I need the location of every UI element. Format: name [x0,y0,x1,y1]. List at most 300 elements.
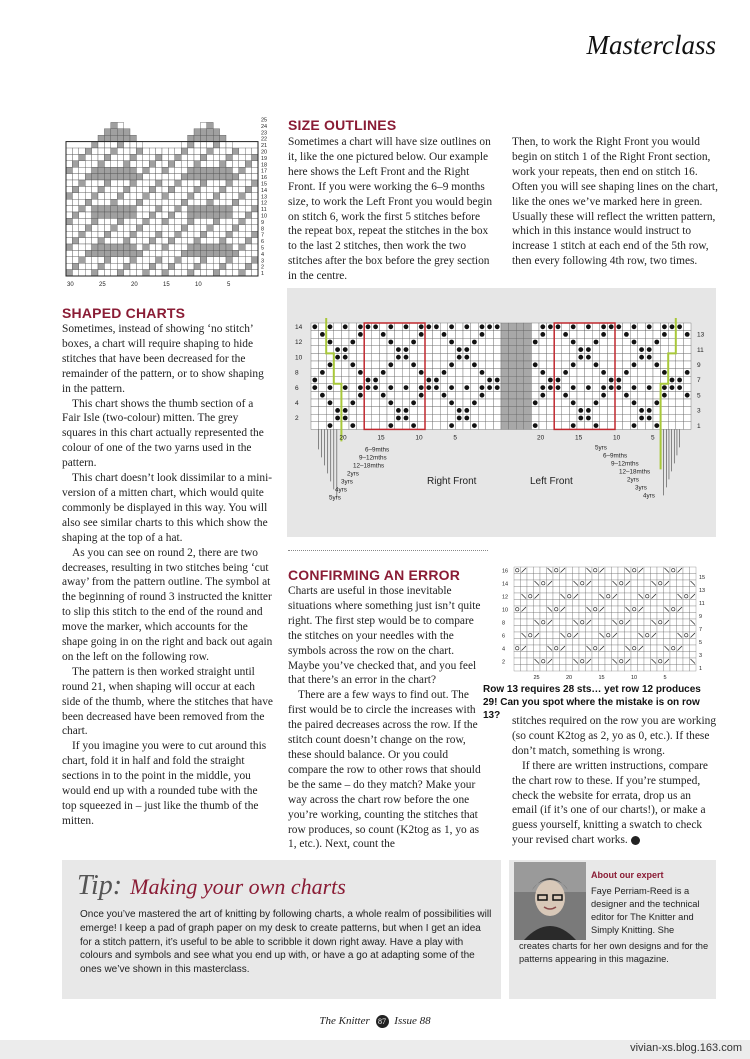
lace-cell [631,665,638,672]
lace-row-label-left: 2 [502,659,506,666]
lace-cell [514,645,521,652]
lace-cell [612,645,619,652]
lace-cell [631,632,638,639]
lace-cell [540,587,547,594]
lace-cell [553,632,560,639]
front-cell [607,338,615,346]
mitten-cell [111,161,117,167]
front-cell [372,346,380,354]
mitten-cell [162,263,168,269]
front-cell [661,399,669,407]
lace-row-label-left: 4 [502,646,506,653]
mitten-cell [66,186,72,192]
front-dot [540,393,545,398]
front-cell [509,391,517,399]
front-dot [464,385,469,390]
front-dot [677,378,682,383]
front-cell [417,399,425,407]
front-cell [554,399,562,407]
front-dot [647,385,652,390]
front-dot [571,423,576,428]
mitten-cell [200,238,206,244]
mitten-cell [143,250,149,256]
mitten-cell [232,167,238,173]
mitten-cell [181,161,187,167]
mitten-cell [136,174,142,180]
lace-cell [651,587,658,594]
front-dot [335,347,340,352]
size-label-right: 4yrs [643,492,655,500]
lace-cell [670,580,677,587]
mitten-cell [200,180,206,186]
front-cell [311,414,319,422]
mitten-cell [181,250,187,256]
front-cell [410,384,418,392]
mitten-cell [136,167,142,173]
front-dot [358,332,363,337]
lace-cell [540,593,547,600]
mitten-cell [188,186,194,192]
front-cell [319,399,327,407]
front-dot [312,378,317,383]
front-cell [577,384,585,392]
front-dot [419,332,424,337]
front-cell [653,369,661,377]
front-cell [334,376,342,384]
mitten-cell [130,206,136,212]
front-dot [563,332,568,337]
mitten-cell [85,180,91,186]
front-cell [638,361,646,369]
mitten-cell [200,250,206,256]
lace-cell [644,665,651,672]
mitten-cell [181,174,187,180]
mitten-cell [194,250,200,256]
front-cell [425,338,433,346]
front-cell [501,338,509,346]
front-cell [554,422,562,430]
mitten-cell [252,263,258,269]
size-outlines-paragraph-2: Then, to work the Right Front you would begin on stitch 1 of the Right Front section, work your repeats, then end on stitch 16. Often you will see shaping lines on the chart, like the ones we’ve marked here in green. Usually these will reflect the written pattern, which in this instance would instruct to increase 1 stitch at each end of the 5th row, then every following 4th row, two times. [512,136,718,268]
mitten-thumb-chart [62,112,274,300]
mitten-cell [194,231,200,237]
mitten-cell [124,257,130,263]
lace-cell [638,639,645,646]
mitten-cell [162,167,168,173]
front-cell [638,338,646,346]
front-cell [592,384,600,392]
mitten-cell [207,129,213,135]
lace-cell [677,587,684,594]
front-dot [350,423,355,428]
front-cell [372,407,380,415]
lace-cell [527,600,534,607]
mitten-cell [130,154,136,160]
lace-cell [566,593,573,600]
mitten-cell [226,231,232,237]
lace-cell [547,613,554,620]
mitten-cell [239,231,245,237]
front-dot [487,378,492,383]
lace-cell [599,639,606,646]
mitten-cell [162,206,168,212]
mitten-cell [66,193,72,199]
front-dot [373,378,378,383]
mitten-cell [213,257,219,263]
mitten-cell [149,199,155,205]
front-cell [417,376,425,384]
front-cell [448,414,456,422]
front-dot [639,408,644,413]
front-cell [516,391,524,399]
front-cell [683,422,691,430]
front-cell [501,376,509,384]
mitten-row-label: 15 [261,181,268,188]
front-cell [615,369,623,377]
front-cell [569,376,577,384]
mitten-cell [72,244,78,250]
front-cell [645,331,653,339]
lace-cell [521,580,528,587]
mitten-cell [207,206,213,212]
lace-cell [586,587,593,594]
expert-photo [514,862,586,940]
lace-cell [592,574,599,581]
mitten-cell [143,212,149,218]
mitten-cell [226,161,232,167]
front-dot [404,408,409,413]
front-cell [638,399,646,407]
front-cell [364,414,372,422]
front-cell [455,399,463,407]
mitten-cell [232,161,238,167]
lace-cell [605,619,612,626]
lace-cell [657,574,664,581]
size-label-left: 12–18mths [353,462,385,470]
mitten-cell [104,161,110,167]
front-cell [585,391,593,399]
front-cell [455,376,463,384]
front-cell [326,376,334,384]
front-cell [623,422,631,430]
front-cell [311,407,319,415]
mitten-cell [124,231,130,237]
lace-cell [586,574,593,581]
front-cell [638,323,646,331]
lace-cell [560,665,567,672]
mitten-cell [156,270,162,276]
mitten-col-label: 15 [163,282,170,288]
lace-cell [540,613,547,620]
front-cell [585,361,593,369]
front-dot [670,378,675,383]
lace-cell [547,587,554,594]
mitten-cell [85,193,91,199]
lace-cell [683,613,690,620]
lace-cell [553,606,560,613]
mitten-cell [72,231,78,237]
front-cell [653,407,661,415]
mitten-cell [79,270,85,276]
front-dot [373,324,378,329]
mitten-cell [213,180,219,186]
front-cell [448,407,456,415]
front-dot [578,408,583,413]
mitten-cell [168,231,174,237]
front-dot [495,385,500,390]
front-cell [319,414,327,422]
front-cell [524,338,532,346]
front-cell [395,376,403,384]
front-cell [524,376,532,384]
mitten-cell [252,161,258,167]
mitten-cell [200,257,206,263]
mitten-cell [124,218,130,224]
front-dot [388,362,393,367]
mitten-cell [136,218,142,224]
lace-cell [527,567,534,574]
mitten-cell [252,186,258,192]
lace-cell [664,632,671,639]
front-dot [632,423,637,428]
mitten-cell [66,199,72,205]
right-front-col-label: 15 [377,434,385,442]
lace-cell [651,639,658,646]
front-cell [387,331,395,339]
mitten-cell [181,186,187,192]
front-dot [404,347,409,352]
lace-cell [690,652,697,659]
mitten-cell [226,238,232,244]
mitten-cell [149,212,155,218]
lace-cell [553,613,560,620]
front-dot [571,362,576,367]
front-cell [326,391,334,399]
front-cell [455,331,463,339]
front-cell [630,407,638,415]
size-label-right: 3yrs [635,484,647,492]
mitten-cell [213,225,219,231]
mitten-cell [239,218,245,224]
front-cell [326,346,334,354]
mitten-cell [85,148,91,154]
mitten-cell [111,244,117,250]
lace-cell [625,639,632,646]
front-dot [419,370,424,375]
front-cell [311,338,319,346]
lace-cell [566,613,573,620]
mitten-row-label: 14 [261,187,268,194]
lace-cell [553,580,560,587]
mitten-cell [194,225,200,231]
mitten-cell [117,148,123,154]
front-cell [417,422,425,430]
lace-cell [534,613,541,620]
front-cell [357,407,365,415]
front-dot [388,324,393,329]
front-dot [328,324,333,329]
front-cell [493,331,501,339]
lace-cell [566,665,573,672]
lace-cell [540,665,547,672]
front-cell [531,407,539,415]
mitten-cell [207,193,213,199]
mitten-cell [124,186,130,192]
front-cell [539,414,547,422]
front-cell [357,414,365,422]
mitten-cell [98,206,104,212]
mitten-cell [66,167,72,173]
mitten-cell [200,148,206,154]
mitten-cell [232,244,238,250]
lace-cell [553,652,560,659]
front-cell [478,353,486,361]
lace-cell [534,606,541,613]
mitten-cell [149,186,155,192]
front-cell [341,391,349,399]
front-cell [592,369,600,377]
front-cell [554,361,562,369]
front-row-label-right: 13 [697,331,705,339]
error-paragraph-4 [512,759,718,848]
lace-cell [690,639,697,646]
lace-row-label-right: 15 [699,575,706,581]
front-cell [349,407,357,415]
front-cell [547,391,555,399]
mitten-col-label: 25 [99,282,106,288]
mitten-cell [220,135,226,141]
front-cell [387,414,395,422]
mitten-cell [200,225,206,231]
lace-cell [592,632,599,639]
lace-cell [599,580,606,587]
front-cell [379,384,387,392]
mitten-cell [72,206,78,212]
mitten-cell [79,244,85,250]
lace-cell [657,652,664,659]
mitten-row-label: 22 [261,136,268,143]
mitten-cell [188,161,194,167]
mitten-cell [200,142,206,148]
lace-cell [540,626,547,633]
mitten-cell [117,263,123,269]
mitten-cell [156,186,162,192]
mitten-cell [226,148,232,154]
front-cell [676,338,684,346]
front-dot [343,416,348,421]
mitten-cell [72,199,78,205]
mitten-cell [188,231,194,237]
front-dot [312,324,317,329]
front-cell [615,338,623,346]
front-cell [425,407,433,415]
front-cell [623,407,631,415]
mitten-cell [117,270,123,276]
lace-cell [527,665,534,672]
mitten-cell [194,193,200,199]
mitten-cell [111,238,117,244]
front-cell [615,414,623,422]
lace-cell [566,626,573,633]
mitten-cell [175,218,181,224]
mitten-cell [130,135,136,141]
left-front-col-label: 20 [537,434,545,442]
mitten-cell [156,225,162,231]
lace-cell [657,665,664,672]
lace-cell [579,567,586,574]
mitten-cell [188,212,194,218]
mitten-cell [111,154,117,160]
lace-col-label: 25 [533,675,540,680]
mitten-cell [79,231,85,237]
mitten-cell [245,218,251,224]
front-cell [623,376,631,384]
front-dot [457,347,462,352]
mitten-cell [136,231,142,237]
front-cell [357,346,365,354]
lace-cell [657,580,664,587]
mitten-cell [181,193,187,199]
mitten-cell [226,263,232,269]
mitten-cell [85,154,91,160]
mitten-cell [79,148,85,154]
front-cell [425,346,433,354]
mitten-cell [72,263,78,269]
lace-cell [683,600,690,607]
front-dot [335,408,340,413]
lace-cell [631,606,638,613]
front-dot [586,416,591,421]
lace-cell [527,613,534,620]
lace-cell [618,626,625,633]
mitten-cell [79,167,85,173]
lace-cell [521,626,528,633]
mitten-cell [252,238,258,244]
front-cell [645,422,653,430]
front-dot [609,385,614,390]
mitten-cell [124,250,130,256]
mitten-cell [175,225,181,231]
lace-cell [573,613,580,620]
lace-cell [618,606,625,613]
mitten-cell [245,193,251,199]
front-dot [677,385,682,390]
mitten-cell [200,212,206,218]
lace-cell [683,639,690,646]
front-row-label-left: 8 [295,369,299,377]
front-cell [501,361,509,369]
mitten-cell [66,270,72,276]
front-dot [457,355,462,360]
mitten-cell [98,218,104,224]
lace-cell [592,639,599,646]
front-cell [493,407,501,415]
lace-cell [566,645,573,652]
lace-cell [573,645,580,652]
mitten-cell [220,231,226,237]
mitten-cell [72,218,78,224]
front-cell [417,338,425,346]
mitten-cell [194,244,200,250]
mitten-cell [149,270,155,276]
lace-cell [625,600,632,607]
front-dot [404,355,409,360]
front-cell [334,391,342,399]
front-cell [440,422,448,430]
error-paragraph-2: There are a few ways to find out. The first would be to circle the increases with the paired decreases across the row. If the stitch count doesn’t change on the row, these should balance. Or you could compare the row to other rows that should be the same – do they match? Make your way across the chart row before the one you’re working, counting the stitches that row produces, so count (K2tog as 1, yo as 1, etc.). Next, count the [288,689,481,851]
mitten-cell [85,212,91,218]
front-cell [334,369,342,377]
